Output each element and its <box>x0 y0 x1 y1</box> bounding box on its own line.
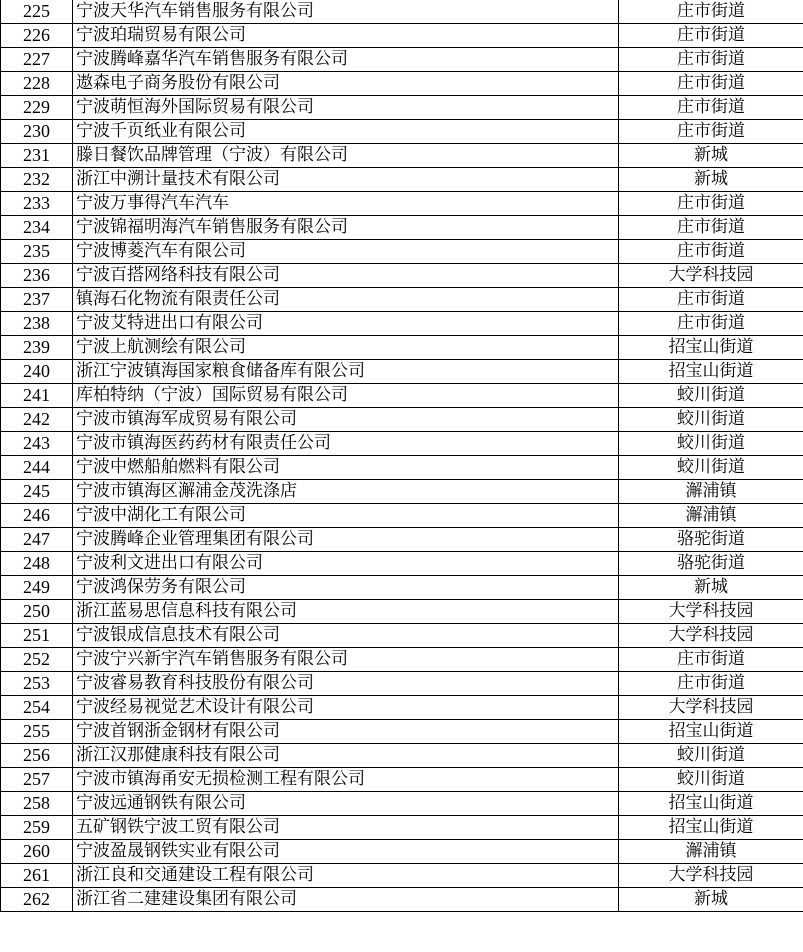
table-row <box>1 552 803 576</box>
row-number: 249 <box>1 576 73 600</box>
table-row <box>1 408 803 432</box>
row-number: 256 <box>1 744 73 768</box>
district: 招宝山街道 <box>619 792 803 816</box>
company-name: 宁波博菱汽车有限公司 <box>73 240 619 264</box>
row-number: 242 <box>1 408 73 432</box>
row-number: 251 <box>1 624 73 648</box>
row-number: 227 <box>1 48 73 72</box>
table-row <box>1 432 803 456</box>
company-name: 宁波珀瑞贸易有限公司 <box>73 24 619 48</box>
row-number: 233 <box>1 192 73 216</box>
table-row <box>1 288 803 312</box>
row-number: 245 <box>1 480 73 504</box>
district: 澥浦镇 <box>619 480 803 504</box>
company-name: 宁波萌恒海外国际贸易有限公司 <box>73 96 619 120</box>
row-number: 234 <box>1 216 73 240</box>
district: 大学科技园 <box>619 624 803 648</box>
district: 庄市街道 <box>619 0 803 24</box>
company-name: 宁波腾峰嘉华汽车销售服务有限公司 <box>73 48 619 72</box>
company-name: 宁波腾峰企业管理集团有限公司 <box>73 528 619 552</box>
table-row <box>1 720 803 744</box>
company-name: 五矿钢铁宁波工贸有限公司 <box>73 816 619 840</box>
row-number: 246 <box>1 504 73 528</box>
company-name: 宁波千页纸业有限公司 <box>73 120 619 144</box>
company-name: 浙江蓝易思信息科技有限公司 <box>73 600 619 624</box>
company-name: 宁波锦福明海汽车销售服务有限公司 <box>73 216 619 240</box>
district: 骆驼街道 <box>619 528 803 552</box>
district: 招宝山街道 <box>619 336 803 360</box>
table-row <box>1 504 803 528</box>
district: 庄市街道 <box>619 312 803 336</box>
table-row <box>1 768 803 792</box>
row-number: 226 <box>1 24 73 48</box>
company-name: 宁波市镇海医药药材有限责任公司 <box>73 432 619 456</box>
company-name: 宁波市镇海军成贸易有限公司 <box>73 408 619 432</box>
district: 庄市街道 <box>619 672 803 696</box>
district: 大学科技园 <box>619 696 803 720</box>
district: 庄市街道 <box>619 240 803 264</box>
table-body <box>1 0 803 912</box>
table-row <box>1 864 803 888</box>
district: 招宝山街道 <box>619 360 803 384</box>
district: 庄市街道 <box>619 24 803 48</box>
row-number: 254 <box>1 696 73 720</box>
district: 招宝山街道 <box>619 720 803 744</box>
district: 庄市街道 <box>619 216 803 240</box>
table-row <box>1 744 803 768</box>
company-name: 库柏特纳（宁波）国际贸易有限公司 <box>73 384 619 408</box>
table-row <box>1 216 803 240</box>
table-row <box>1 672 803 696</box>
table-row <box>1 816 803 840</box>
row-number: 260 <box>1 840 73 864</box>
company-name: 宁波艾特进出口有限公司 <box>73 312 619 336</box>
table-row <box>1 24 803 48</box>
table-row <box>1 72 803 96</box>
company-name: 宁波中湖化工有限公司 <box>73 504 619 528</box>
company-name: 遨森电子商务股份有限公司 <box>73 72 619 96</box>
table-row <box>1 360 803 384</box>
company-name: 宁波利文进出口有限公司 <box>73 552 619 576</box>
company-name: 宁波中燃船舶燃料有限公司 <box>73 456 619 480</box>
row-number: 240 <box>1 360 73 384</box>
table-row <box>1 48 803 72</box>
company-name: 宁波银成信息技术有限公司 <box>73 624 619 648</box>
table-row <box>1 792 803 816</box>
district: 新城 <box>619 888 803 912</box>
district: 大学科技园 <box>619 264 803 288</box>
row-number: 243 <box>1 432 73 456</box>
district: 蛟川街道 <box>619 456 803 480</box>
district: 庄市街道 <box>619 288 803 312</box>
district: 庄市街道 <box>619 648 803 672</box>
district: 澥浦镇 <box>619 504 803 528</box>
company-name: 浙江省二建建设集团有限公司 <box>73 888 619 912</box>
company-name: 宁波天华汽车销售服务有限公司 <box>73 0 619 24</box>
district: 大学科技园 <box>619 864 803 888</box>
row-number: 239 <box>1 336 73 360</box>
table-row <box>1 624 803 648</box>
district: 蛟川街道 <box>619 768 803 792</box>
table-row <box>1 144 803 168</box>
table-row <box>1 528 803 552</box>
company-name: 浙江汉那健康科技有限公司 <box>73 744 619 768</box>
table-row <box>1 0 803 24</box>
row-number: 244 <box>1 456 73 480</box>
district: 庄市街道 <box>619 120 803 144</box>
row-number: 259 <box>1 816 73 840</box>
row-number: 235 <box>1 240 73 264</box>
district: 新城 <box>619 144 803 168</box>
company-name: 滕日餐饮品牌管理（宁波）有限公司 <box>73 144 619 168</box>
table-row <box>1 600 803 624</box>
row-number: 228 <box>1 72 73 96</box>
district: 蛟川街道 <box>619 384 803 408</box>
company-name: 浙江中溯计量技术有限公司 <box>73 168 619 192</box>
district: 骆驼街道 <box>619 552 803 576</box>
company-name: 宁波盈晟钢铁实业有限公司 <box>73 840 619 864</box>
district: 新城 <box>619 576 803 600</box>
district: 蛟川街道 <box>619 432 803 456</box>
district: 澥浦镇 <box>619 840 803 864</box>
row-number: 250 <box>1 600 73 624</box>
table-row <box>1 648 803 672</box>
company-name: 宁波上航测绘有限公司 <box>73 336 619 360</box>
row-number: 252 <box>1 648 73 672</box>
company-name: 宁波睿易教育科技股份有限公司 <box>73 672 619 696</box>
table-row <box>1 120 803 144</box>
company-name: 宁波万事得汽车汽车 <box>73 192 619 216</box>
district: 蛟川街道 <box>619 408 803 432</box>
row-number: 241 <box>1 384 73 408</box>
company-name: 宁波远通钢铁有限公司 <box>73 792 619 816</box>
district: 大学科技园 <box>619 600 803 624</box>
table-row <box>1 576 803 600</box>
table-row <box>1 96 803 120</box>
table-row <box>1 888 803 912</box>
row-number: 237 <box>1 288 73 312</box>
table-row <box>1 456 803 480</box>
row-number: 262 <box>1 888 73 912</box>
company-name: 宁波百搭网络科技有限公司 <box>73 264 619 288</box>
row-number: 257 <box>1 768 73 792</box>
company-name: 宁波市镇海甬安无损检测工程有限公司 <box>73 768 619 792</box>
district: 蛟川街道 <box>619 744 803 768</box>
row-number: 238 <box>1 312 73 336</box>
table-row <box>1 840 803 864</box>
table-row <box>1 696 803 720</box>
table-row <box>1 240 803 264</box>
table-row <box>1 384 803 408</box>
row-number: 225 <box>1 0 73 24</box>
row-number: 232 <box>1 168 73 192</box>
table-row <box>1 168 803 192</box>
district: 庄市街道 <box>619 72 803 96</box>
company-name: 宁波经易视觉艺术设计有限公司 <box>73 696 619 720</box>
table-row <box>1 192 803 216</box>
row-number: 258 <box>1 792 73 816</box>
district: 庄市街道 <box>619 192 803 216</box>
company-name: 宁波市镇海区澥浦金茂洗涤店 <box>73 480 619 504</box>
row-number: 255 <box>1 720 73 744</box>
district: 庄市街道 <box>619 48 803 72</box>
district: 新城 <box>619 168 803 192</box>
row-number: 230 <box>1 120 73 144</box>
company-name: 宁波宁兴新宇汽车销售服务有限公司 <box>73 648 619 672</box>
row-number: 229 <box>1 96 73 120</box>
district: 庄市街道 <box>619 96 803 120</box>
company-name: 浙江宁波镇海国家粮食储备库有限公司 <box>73 360 619 384</box>
district: 招宝山街道 <box>619 816 803 840</box>
row-number: 231 <box>1 144 73 168</box>
company-name: 宁波首钢浙金钢材有限公司 <box>73 720 619 744</box>
row-number: 247 <box>1 528 73 552</box>
table-row <box>1 336 803 360</box>
company-name: 宁波鸿保劳务有限公司 <box>73 576 619 600</box>
row-number: 236 <box>1 264 73 288</box>
table-row <box>1 264 803 288</box>
company-name: 镇海石化物流有限责任公司 <box>73 288 619 312</box>
row-number: 248 <box>1 552 73 576</box>
row-number: 261 <box>1 864 73 888</box>
company-name: 浙江良和交通建设工程有限公司 <box>73 864 619 888</box>
table-row <box>1 480 803 504</box>
row-number: 253 <box>1 672 73 696</box>
table-row <box>1 312 803 336</box>
